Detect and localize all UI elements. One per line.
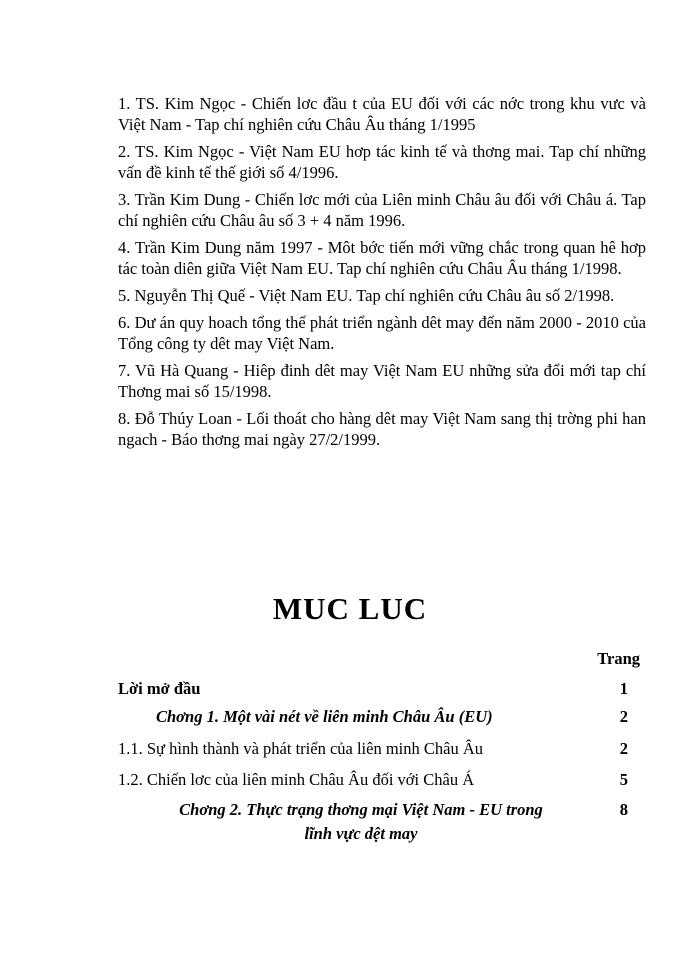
toc-entry-page: 8	[619, 800, 628, 819]
toc-entry-label: Chơng 1. Một vài nét về liên minh Châu Âu (EU)	[156, 707, 493, 726]
toc-entry[interactable]	[118, 705, 646, 737]
toc-entry-page: 5	[619, 770, 628, 789]
toc-entry-label: Lời mở đầu	[118, 679, 201, 698]
toc-entry-label: 1.2. Chiến lơc của liên minh Châu Âu đối với Châu Á	[118, 770, 475, 789]
table-of-contents	[118, 647, 646, 846]
reference-list	[118, 93, 646, 456]
toc-entry-label-line1: Chơng 2. Thực trạng thơng mại Việt Nam - EU trong	[179, 800, 543, 819]
toc-entry[interactable]	[118, 798, 646, 846]
toc-entry[interactable]	[118, 737, 646, 768]
reference-item: 7. Vũ Hà Quang - Hiêp đinh dêt may Việt Nam EU những sửa đổi mới tap chí Thơng mai số 15/1998.	[118, 361, 646, 401]
toc-entry[interactable]	[118, 677, 646, 705]
toc-page-header: Trang	[597, 649, 640, 668]
toc-entry-label: 1.1. Sự hình thành và phát triển của liên minh Châu Âu	[118, 739, 484, 758]
reference-item: 3. Trần Kim Dung - Chiến lơc mới của Liên minh Châu âu đối với Châu á. Tap chí nghiên cứu Châu âu số 3 + 4 năm 1996.	[118, 190, 646, 230]
reference-item: 5. Nguyễn Thị Quế - Việt Nam EU. Tap chí nghiên cứu Châu âu số 2/1998.	[118, 286, 615, 305]
reference-item: 2. TS. Kim Ngọc - Việt Nam EU hơp tác kinh tế và thơng mai. Tap chí những vấn đề kinh tế thế giới số 4/1996.	[118, 142, 646, 182]
toc-entry-page: 2	[619, 707, 628, 726]
toc-entry-page: 2	[619, 739, 628, 758]
reference-item: 1. TS. Kim Ngọc - Chiến lơc đầu t của EU đối với các nớc trong khu vưc và Việt Nam - Tap chí nghiên cứu Châu Âu tháng 1/1995	[118, 94, 646, 134]
toc-entry-label-line2: lĩnh vực dệt may	[304, 824, 418, 843]
toc-entry[interactable]	[118, 768, 646, 798]
toc-entry-label	[118, 798, 588, 846]
toc-title: MUC LUC	[272, 591, 428, 626]
reference-item: 4. Trần Kim Dung năm 1997 - Môt bớc tiến mới vững chắc trong quan hê hơp tác toàn diên giữa Việt Nam EU. Tap chí nghiên cứu Châu Âu tháng 1/1998.	[118, 238, 646, 278]
toc-entry-page: 1	[619, 679, 628, 698]
reference-item: 8. Đỗ Thúy Loan - Lối thoát cho hàng dêt may Việt Nam sang thị trờng phi han ngach - Báo thơng mai ngày 27/2/1999.	[118, 409, 646, 449]
reference-item: 6. Dư án quy hoach tổng thể phát triển ngành dêt may đến năm 2000 - 2010 của Tổng công ty dêt may Việt Nam.	[118, 313, 646, 353]
